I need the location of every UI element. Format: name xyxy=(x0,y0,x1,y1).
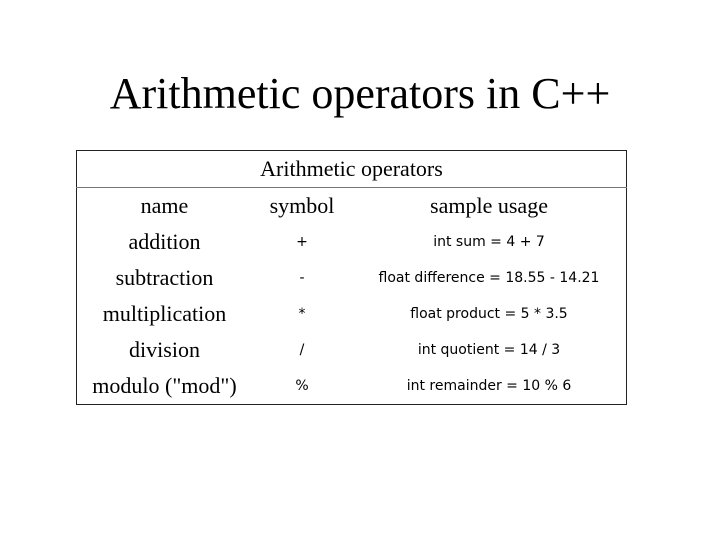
row-name-subtraction: subtraction xyxy=(115,265,214,290)
row-symbol-subtraction: - xyxy=(299,270,305,286)
table-row xyxy=(77,296,627,332)
table-caption-row xyxy=(77,151,627,188)
table-row xyxy=(77,260,627,296)
column-header-name: name xyxy=(77,188,253,225)
slide-title: Arithmetic operators in C++ xyxy=(109,69,611,118)
column-header-usage: sample usage xyxy=(352,188,627,225)
table-header-row xyxy=(77,188,627,225)
row-usage-subtraction: float difference = 18.55 - 14.21 xyxy=(378,270,600,286)
operators-table xyxy=(76,150,627,405)
row-name-addition: addition xyxy=(128,229,201,254)
table-row xyxy=(77,332,627,368)
row-usage-multiplication: float product = 5 * 3.5 xyxy=(410,306,568,322)
row-symbol-addition: + xyxy=(296,234,308,250)
row-name-modulo: modulo ("mod") xyxy=(92,373,237,398)
row-usage-division: int quotient = 14 / 3 xyxy=(417,342,561,358)
row-symbol-multiplication: * xyxy=(298,306,306,322)
row-symbol-division: / xyxy=(299,342,305,358)
row-name-division: division xyxy=(129,337,200,362)
table-row xyxy=(77,224,627,260)
row-usage-addition: int sum = 4 + 7 xyxy=(433,234,545,250)
row-usage-modulo: int remainder = 10 % 6 xyxy=(406,378,572,394)
table-caption: Arithmetic operators xyxy=(77,151,627,188)
table-row xyxy=(77,368,627,405)
row-symbol-modulo: % xyxy=(295,378,309,394)
column-header-symbol: symbol xyxy=(252,188,352,225)
row-name-multiplication: multiplication xyxy=(102,301,227,326)
